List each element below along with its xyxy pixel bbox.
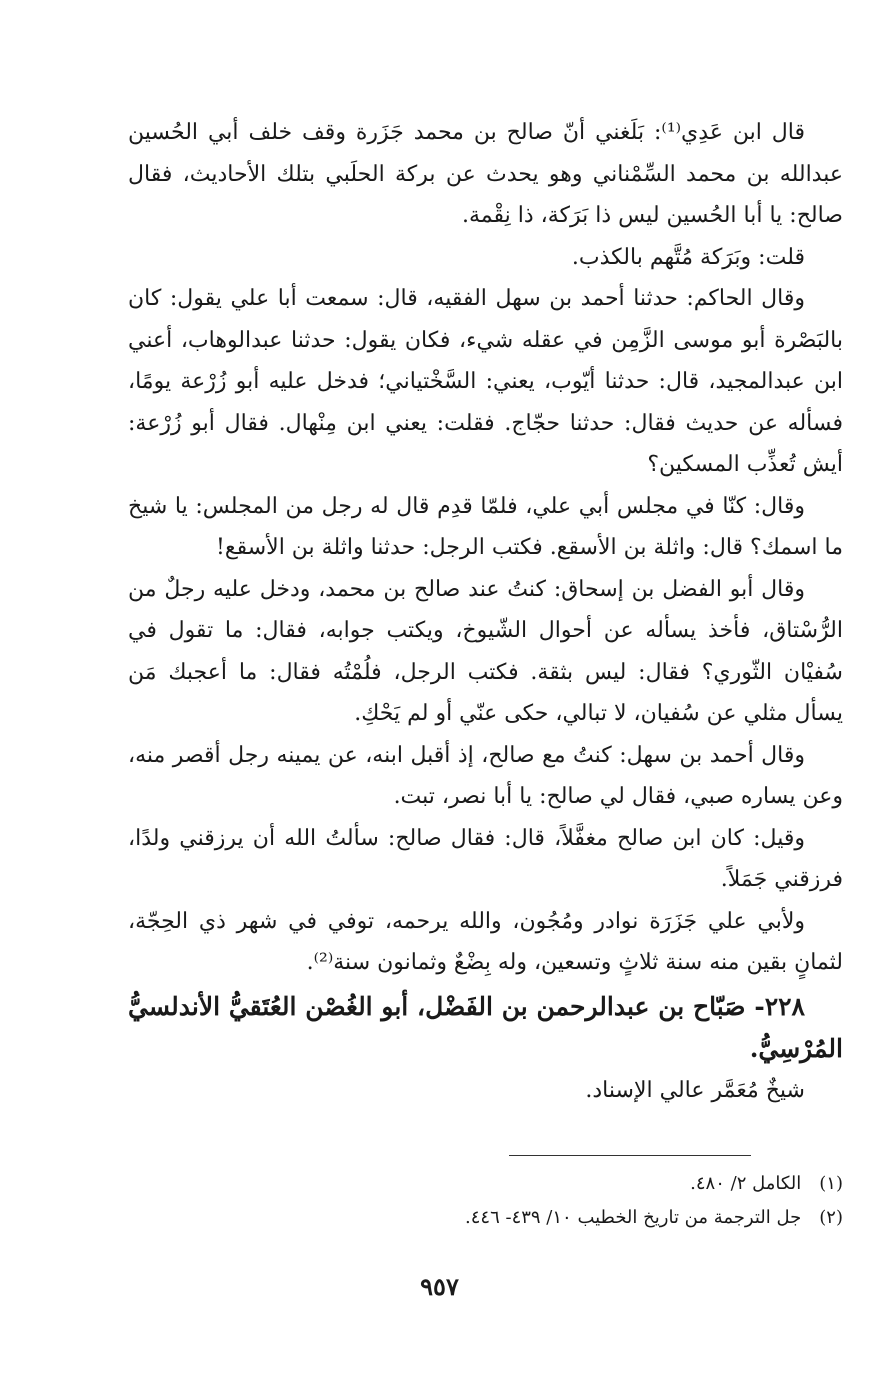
footnote-text: الكامل ٢/ ٤٨٠. xyxy=(690,1173,802,1194)
footnote-2 xyxy=(128,1201,843,1235)
footnotes xyxy=(128,1167,843,1235)
main-text xyxy=(128,112,843,1111)
paragraph-death-date: ولأبي علي جَزَرَة نوادر ومُجُون، والله يرحمه، توفي في شهر ذي الحِجّة، لثمانٍ بقين منه سنة ثلاثٍ وتسعين، وله بِضْعٌ وثمانون سنة⁽²⁾. xyxy=(128,908,843,975)
entry-description: شيخٌ مُعَمَّر عالي الإسناد. xyxy=(585,1077,805,1103)
paragraph-ibn-adi: قال ابن عَدِي⁽¹⁾: بَلَغني أنّ صالح بن محمد جَزَرة وقف خلف أبي الحُسين عبدالله بن محمد السِّمْناني وهو يحدث عن بركة الحلَبي بتلك الأحاديث، فقال صالح: يا أبا الحُسين ليس ذا بَرَكة، ذا نِقْمة. xyxy=(128,120,843,228)
paragraph-son-of-salih: وقيل: كان ابن صالح مغفَّلاً، قال: فقال صالح: سألتُ الله أن يرزقني ولدًا، فرزقني جَمَلاً. xyxy=(128,825,843,892)
page-number: ٩٥٧ xyxy=(420,1272,459,1301)
paragraph-ahmad-bin-sahl: وقال أحمد بن سهل: كنتُ مع صالح، إذ أقبل ابنه، عن يمينه رجل أقصر منه، وعن يساره صبي، فقال لي صالح: يا أبا نصر، تبت. xyxy=(128,742,843,809)
footnote-number: (٢) xyxy=(819,1207,843,1228)
paragraph-hakim: وقال الحاكم: حدثنا أحمد بن سهل الفقيه، قال: سمعت أبا علي يقول: كان بالبَصْرة أبو موسى الزَّمِن في عقله شيء، فكان يقول: حدثنا عبدالوهاب، أعني ابن عبدالمجيد، قال: حدثنا أيّوب، يعني: السَّخْتياني؛ فدخل عليه أبو زُرْعة يومًا، فسأله عن حديث فقال: حدثنا حجّاج. فقلت: يعني ابن مِنْهال. فقال أبو زُرْعة: أيش تُعذِّب المسكين؟ xyxy=(128,286,843,477)
footnote-text: جل الترجمة من تاريخ الخطيب ١٠/ ٤٣٩- ٤٤٦. xyxy=(465,1207,802,1228)
paragraph-abu-al-fadl: وقال أبو الفضل بن إسحاق: كنتُ عند صالح بن محمد، ودخل عليه رجلٌ من الرُّسْتاق، فأخذ يسأله عن أحوال الشّيوخ، ويكتب جوابه، فقال: ما تقول في سُفيْان الثّوري؟ فقال: ليس بثقة. فكتب الرجل، فلُمْتُه فقال: ما أعجبك مَن يسأل مثلي عن سُفيان، لا تبالي، حكى عنّي أو لم يَحْكِ. xyxy=(128,576,843,726)
footnote-1 xyxy=(128,1167,843,1201)
paragraph-comment-baraka: قلت: وبَرَكة مُتَّهم بالكذب. xyxy=(571,244,805,270)
footnote-divider xyxy=(509,1155,751,1156)
footnote-number: (١) xyxy=(819,1173,843,1194)
paragraph-abu-ali-majlis: وقال: كنّا في مجلس أبي علي، فلمّا قدِم قال له رجل من المجلس: يا شيخ ما اسمك؟ قال: واثلة بن الأسقع. فكتب الرجل: حدثنا واثلة بن الأسقع! xyxy=(128,493,843,560)
entry-heading: ٢٢٨- صَبّاح بن عبدالرحمن بن الفَضْل، أبو الغُصْن العُتَقيُّ الأندلسيُّ المُرْسِيُّ. xyxy=(128,991,843,1063)
